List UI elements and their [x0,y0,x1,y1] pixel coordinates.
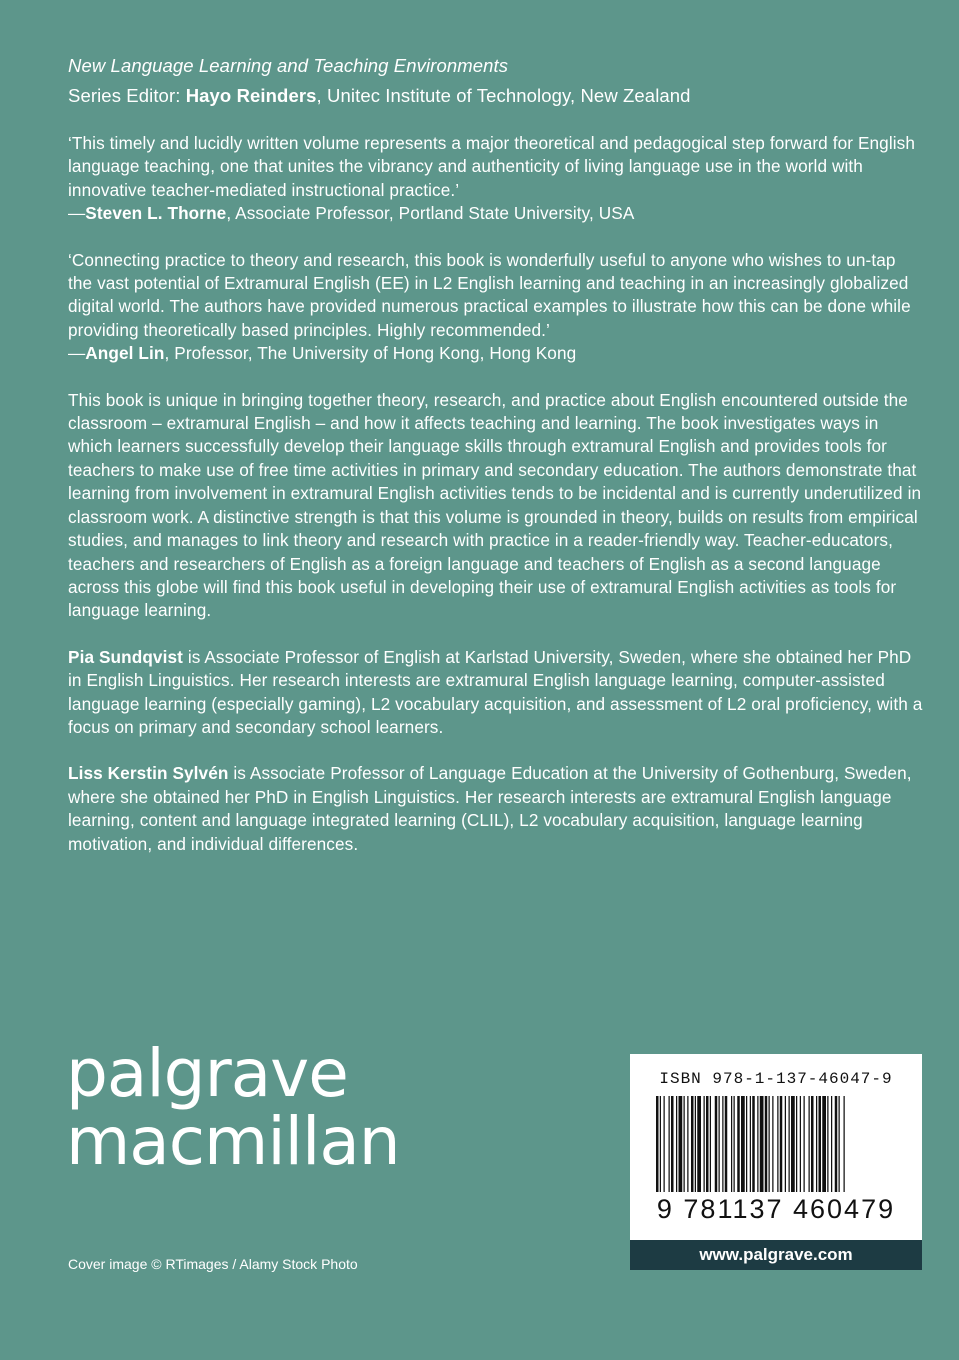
barcode-bar [800,1096,801,1192]
barcode-bar [757,1096,758,1192]
back-cover-text [68,54,924,856]
endorsement-attribution [68,342,924,365]
barcode-bar [804,1096,805,1192]
series-editor-affiliation: , Unitec Institute of Technology, New Zealand [316,85,691,106]
logo-line-macmillan: macmillan [66,1103,400,1180]
barcode-bar [827,1096,828,1192]
barcode-bar [750,1096,751,1192]
series-editor [68,84,924,108]
barcode-graphic [656,1096,896,1196]
attribution-dash: — [68,343,86,364]
endorser-name: Angel Lin [85,343,165,364]
barcode-bar [760,1096,764,1192]
barcode-bar [676,1096,677,1192]
barcode-bar [822,1096,826,1192]
author-name: Liss Kerstin Sylvén [68,763,229,784]
attribution-dash: — [68,203,86,224]
endorser-affiliation: , Professor, The University of Hong Kong, Hong Kong [164,343,577,364]
barcode-bar [780,1096,783,1192]
endorsement-quote: ‘This timely and lucidly written volume represents a major theoretical and pedagogical step forward for English language teaching, one that unites the vibrancy and authenticity of living language use in the world with innovative teacher-mediated instructional practice.’ [68,133,916,200]
barcode-bar [687,1096,688,1192]
series-editor-prefix: Series Editor: [68,85,186,106]
barcode-bar [671,1096,674,1192]
barcode-bar [785,1096,786,1192]
logo-line-palgrave: palgrave [66,1035,348,1112]
author-bio-text: is Associate Professor of English at Karlstad University, Sweden, where she obtained her PhD in English Linguistics. Her research interests are extramural English language learning, computer-assisted language learning (especially gaming), L2 vocabulary acquisition, and assessment of L2 oral proficiency, with a focus on primary and secondary school learners. [68,646,923,737]
endorser-name: Steven L. Thorne [85,203,227,224]
barcode-bar [835,1096,838,1192]
barcode-bar [715,1096,718,1192]
author-bio-text: is Associate Professor of Language Education at the University of Gothenburg, Sweden, where she obtained her PhD in English Linguistics. Her research interests are extramural English language learning, content and language integrated learning (CLIL), L2 vocabulary acquisition, language learning motivation, and individual differences. [68,763,912,854]
endorser-affiliation: , Associate Professor, Portland State University, USA [226,203,635,224]
barcode-bar [746,1096,747,1192]
barcode-bar [710,1096,711,1192]
barcode-bar [789,1096,790,1192]
barcode-bar [791,1096,795,1192]
barcode-bar [684,1096,685,1192]
barcode-bar [695,1096,696,1192]
endorsement [68,132,924,226]
endorsement [68,249,924,366]
barcode-bar [669,1096,670,1192]
author-name: Pia Sundqvist [68,646,183,667]
barcode-bar [679,1096,683,1192]
barcode-bar [772,1096,773,1192]
publisher-logo [66,1035,400,1180]
series-title: New Language Learning and Teaching Environments [68,55,509,76]
endorsement-quote: ‘Connecting practice to theory and research, this book is wonderfully useful to anyone who wishes to un-tap the vast potential of Extramural English (EE) in L2 English learning and teaching in an increasingly globalized digital world. The authors have provided numerous practical examples to illustrate how this can be done while providing theoretically based principles. Highly recommended.’ [68,249,911,340]
barcode-bar [660,1096,661,1192]
book-description: This book is unique in bringing together theory, research, and practice about English encountered outside the classroom – extramural English – and how it affects teaching and learning. The book investigates ways in which learners successfully develop their language skills through extramural English and provides tools for teachers to make use of free time activities in primary and secondary education. The authors demonstrate that learning from involvement in extramural English activities tends to be incidental and is currently underutilized in classroom work. A distinctive strength is that this volume is grounded in theory, builds on results from empirical studies, and manages to link theory and research with practice in a reader-friendly way. Teacher-educators, teachers and researchers of English as a foreign language and teachers of English as a second language across this globe will find this book useful in developing their use of extramural English activities as tools for language learning. [68,389,922,621]
cover-image-credit: Cover image © RTimages / Alamy Stock Photo [68,1256,358,1272]
barcode-digits: 9 781137 460479 [656,1194,896,1224]
endorsement-attribution [68,202,924,225]
barcode-bar [831,1096,832,1192]
barcode-bar [816,1096,817,1192]
author-bio [68,762,924,856]
barcode-bar [722,1096,723,1192]
publisher-url[interactable]: www.palgrave.com [630,1240,922,1270]
barcode-bar [697,1096,701,1192]
barcode-bar [656,1096,659,1192]
barcode-bar [741,1096,745,1192]
isbn-barcode-box [630,1054,922,1240]
barcode-bar [704,1096,705,1192]
barcode-bar [765,1096,768,1192]
barcode-bar [777,1096,778,1192]
barcode-bar [719,1096,720,1192]
isbn-label: ISBN 978-1-137-46047-9 [659,1070,893,1088]
barcode-bar [664,1096,665,1192]
barcode-bar [796,1096,797,1192]
barcode-bar [844,1096,845,1192]
barcode-bar [809,1096,810,1192]
barcode-bar [691,1096,694,1192]
barcode-bar [725,1096,728,1192]
barcode-bar [731,1096,732,1192]
barcode-bar [737,1096,740,1192]
series-editor-name: Hayo Reinders [185,85,317,106]
barcode-bar [811,1096,814,1192]
barcode-bar [752,1096,755,1192]
author-bio [68,646,924,740]
barcode-bar [734,1096,735,1192]
barcode-bar [706,1096,709,1192]
barcode-bar [839,1096,840,1192]
barcode-bar [769,1096,770,1192]
barcode-bar [819,1096,822,1192]
